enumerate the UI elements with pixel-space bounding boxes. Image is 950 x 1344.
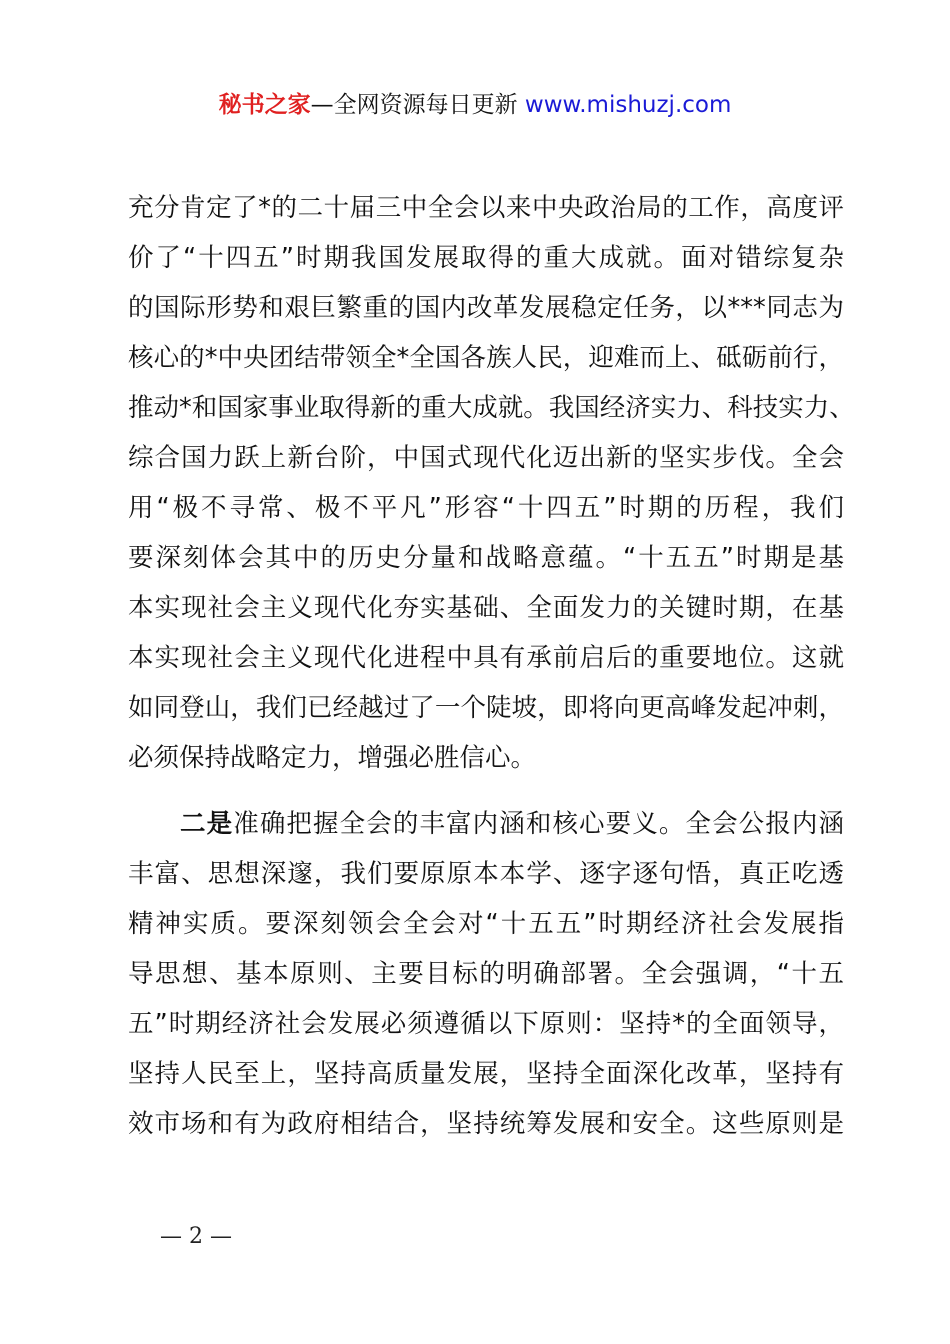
text-line: 导思想、基本原则、主要目标的明确部署。全会强调，“十五 [128, 959, 844, 989]
text-line: 如同登山，我们已经越过了一个陡坡，即将向更高峰发起冲刺， [128, 693, 844, 723]
text-line: 丰富、思想深邃，我们要原原本本学、逐字逐句悟，真正吃透 [128, 859, 844, 889]
text-line: 价了“十四五”时期我国发展取得的重大成就。面对错综复杂 [128, 243, 844, 273]
text-line: 核心的*中央团结带领全*全国各族人民，迎难而上、砥砺前行， [128, 343, 844, 373]
text-line: 用“极不寻常、极不平凡”形容“十四五”时期的历程，我们 [128, 493, 844, 523]
text-line: 效市场和有为政府相结合，坚持统筹发展和安全。这些原则是 [128, 1109, 844, 1139]
text-line: 的国际形势和艰巨繁重的国内改革发展稳定任务，以***同志为 [128, 293, 844, 323]
document-header [0, 88, 950, 122]
site-url-link[interactable]: www.mishuzj.com [524, 92, 732, 118]
paragraph-lead: 二是 [180, 809, 234, 839]
header-tagline: —全网资源每日更新 [310, 92, 518, 118]
text-line: 推动*和国家事业取得新的重大成就。我国经济实力、科技实力、 [128, 393, 855, 423]
page-number: — 2 — [160, 1224, 232, 1249]
document-body [128, 183, 855, 1149]
text-line-rest: 准确把握全会的丰富内涵和核心要义。全会公报内涵 [233, 809, 844, 839]
text-line: 坚持人民至上，坚持高质量发展，坚持全面深化改革，坚持有 [128, 1059, 844, 1089]
text-line: 综合国力跃上新台阶，中国式现代化迈出新的坚实步伐。全会 [128, 443, 844, 473]
text-line-first [128, 799, 844, 849]
text-line: 要深刻体会其中的历史分量和战略意蕴。“十五五”时期是基 [128, 543, 844, 573]
paragraph-1 [128, 183, 855, 783]
text-line: 本实现社会主义现代化夯实基础、全面发力的关键时期，在基 [128, 593, 844, 623]
text-line: 充分肯定了*的二十届三中全会以来中央政治局的工作，高度评 [128, 193, 844, 223]
brand-name: 秘书之家 [218, 92, 311, 118]
text-line: 精神实质。要深刻领会全会对“十五五”时期经济社会发展指 [128, 909, 844, 939]
paragraph-2 [128, 799, 844, 1149]
text-line: 本实现社会主义现代化进程中具有承前启后的重要地位。这就 [128, 643, 844, 673]
text-line: 五”时期经济社会发展必须遵循以下原则：坚持*的全面领导， [128, 1009, 844, 1039]
paragraph-spacer [128, 783, 844, 799]
text-line: 必须保持战略定力，增强必胜信心。 [128, 743, 537, 773]
